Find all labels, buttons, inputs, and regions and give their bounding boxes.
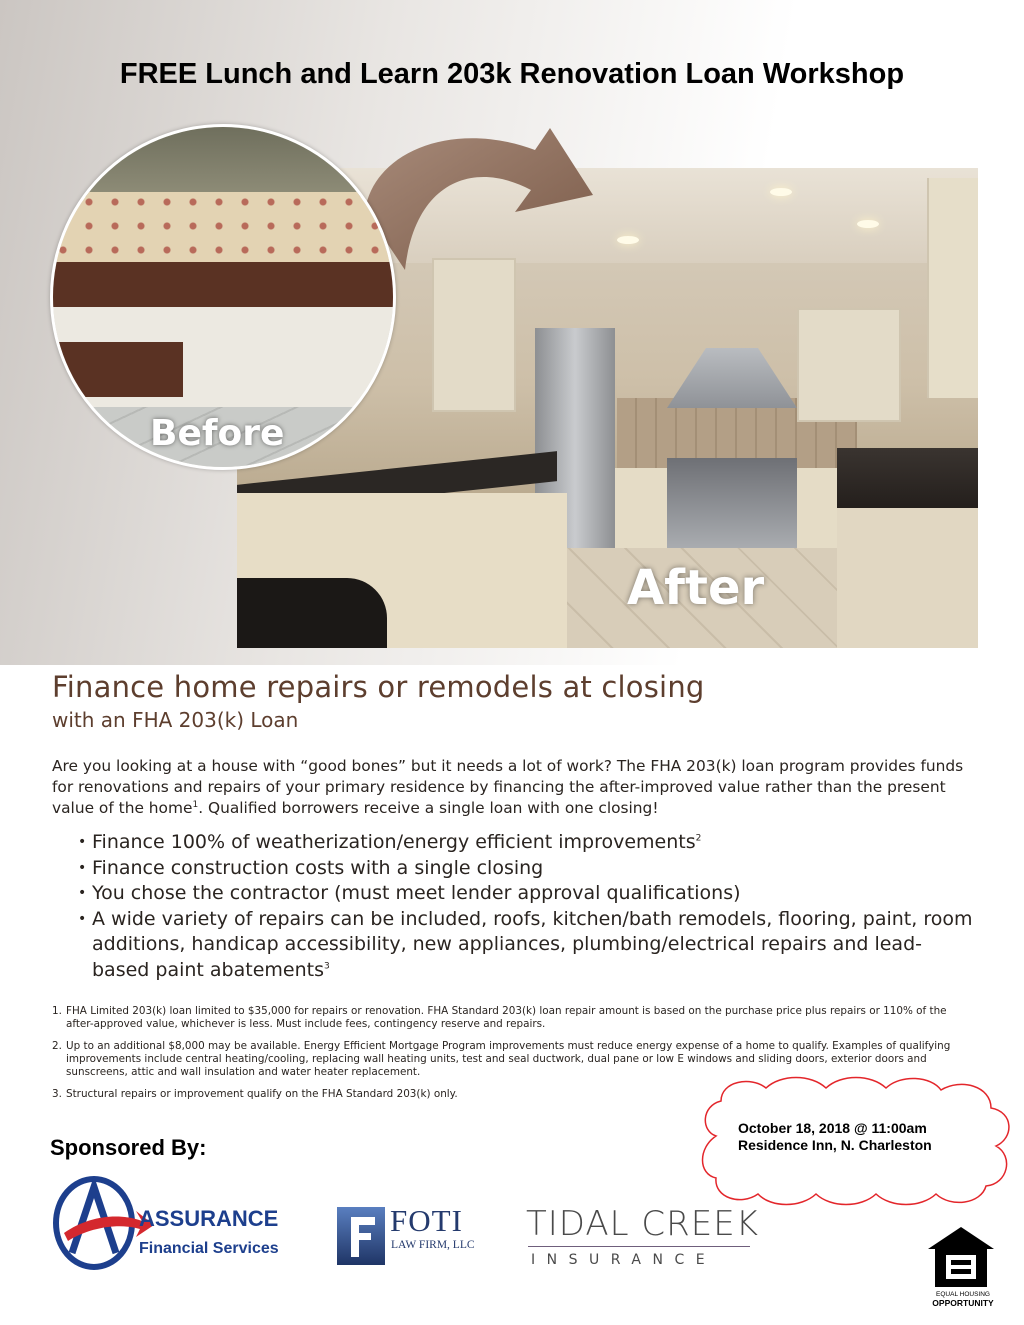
footnote-number: 1. (52, 1005, 62, 1017)
footnote-item (52, 1005, 972, 1031)
tidal-creek-divider (528, 1246, 750, 1247)
intro-text-a: Are you looking at a house with “good bones” but it needs a lot of work? The FHA 203(k) loan program provides funds for renovations and repairs of your primary residence by financing the after-improved value rather than the present value of the home (52, 757, 964, 817)
footnote-number: 3. (52, 1088, 62, 1100)
equal-housing-line1: EQUAL HOUSING (936, 1291, 990, 1298)
after-label: After (627, 560, 765, 616)
list-item (78, 830, 978, 856)
footnote-ref: 2 (695, 833, 702, 844)
tidal-creek-subtitle: INSURANCE (531, 1252, 717, 1268)
sponsors-heading: Sponsored By: (50, 1135, 207, 1160)
footnote-ref-1: 1 (192, 799, 199, 810)
assurance-subtitle: Financial Services (139, 1240, 279, 1257)
list-item (78, 881, 978, 907)
bullet-text: A wide variety of repairs can be included, roofs, kitchen/bath remodels, flooring, paint, room additions, handicap accessibility, new appliances, plumbing/electrical repairs and lead-based paint abatements (92, 907, 973, 981)
intro-paragraph (52, 756, 982, 819)
benefits-list (78, 830, 978, 983)
tidal-creek-name: TIDAL CREEK (526, 1204, 760, 1244)
bullet-text: Finance construction costs with a single closing (92, 856, 544, 879)
section-subheading: with an FHA 203(k) Loan (52, 708, 299, 732)
assurance-name: ASSURANCE (139, 1206, 279, 1231)
footnote-item (52, 1040, 972, 1079)
equal-housing-icon (926, 1225, 996, 1289)
section-heading: Finance home repairs or remodels at closing (52, 670, 705, 704)
footnote-number: 2. (52, 1040, 62, 1052)
foti-subtitle: LAW FIRM, LLC (391, 1239, 475, 1251)
page-title: FREE Lunch and Learn 203k Renovation Loan Workshop (119, 58, 905, 90)
equal-housing-line2: OPPORTUNITY (932, 1298, 994, 1308)
list-item (78, 856, 978, 882)
list-item (78, 907, 978, 984)
footnote-text: Structural repairs or improvement qualify on the FHA Standard 203(k) only. (66, 1088, 458, 1100)
foti-name: FOTI (390, 1203, 463, 1238)
event-date: October 18, 2018 @ 11:00am (738, 1120, 927, 1136)
footnote-ref: 3 (323, 961, 330, 972)
bullet-text: You chose the contractor (must meet lender approval qualifications) (92, 882, 741, 904)
intro-text-b: . Qualified borrowers receive a single loan with one closing! (198, 799, 659, 817)
before-label: Before (150, 413, 285, 454)
footnote-text: Up to an additional $8,000 may be available. Energy Efficient Mortgage Program improvements must reduce energy expense of a home to qualify. Examples of qualifying improvements include central heating/cooling, replacing wall heating units, test and seal ductwork, dual pane or low E windows and sliding doors, exterior doors and sunscreens, attic and wall insulation and water heater replacement. (66, 1040, 951, 1078)
footnote-text: FHA Limited 203(k) loan limited to $35,000 for repairs or renovation. FHA Standard 203(k) loan repair amount is based on the purchase price plus repairs or 110% of the after-approved value, whichever is less. Must include fees, contingency reserve and repairs. (66, 1005, 947, 1030)
foti-monogram-icon (337, 1207, 385, 1265)
bullet-text: Finance 100% of weatherization/energy efficient improvements (92, 831, 696, 853)
event-location: Residence Inn, N. Charleston (738, 1137, 932, 1153)
